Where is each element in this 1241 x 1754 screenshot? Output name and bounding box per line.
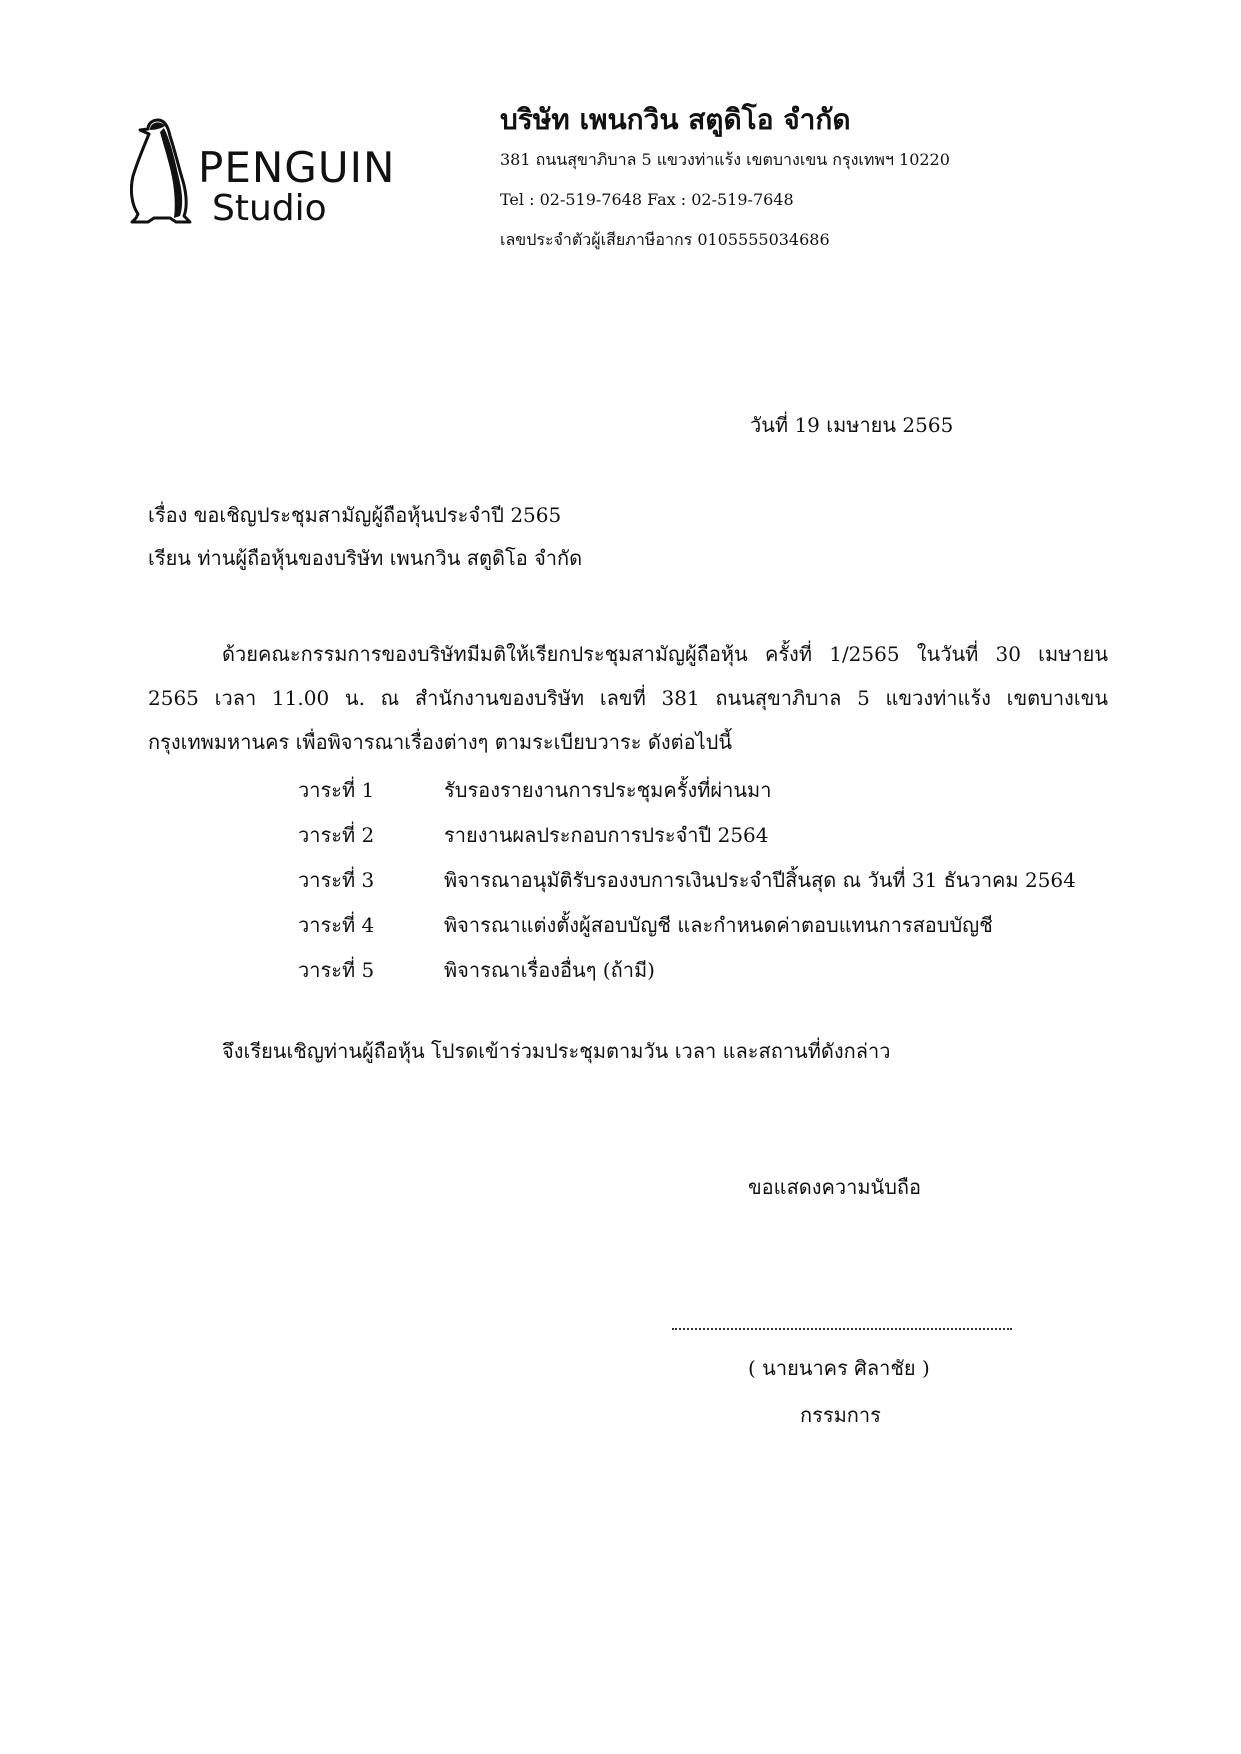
agenda-number: วาระที่ 1 (298, 777, 375, 802)
agenda-number: วาระที่ 5 (298, 957, 375, 982)
agenda-description: พิจารณาเรื่องอื่นๆ (ถ้ามี) (444, 957, 655, 982)
logo-word-studio: Studio (212, 188, 327, 229)
letter-recipient: เรียน ท่านผู้ถือหุ้นของบริษัท เพนกวิน สตูดิโอ จำกัด (148, 546, 583, 570)
letter-date: วันที่ 19 เมษายน 2565 (750, 413, 954, 437)
company-header (500, 100, 1200, 270)
agenda-number: วาระที่ 3 (298, 867, 375, 892)
agenda-number: วาระที่ 4 (298, 912, 375, 937)
agenda-item (298, 902, 1158, 947)
agenda-description: พิจารณาอนุมัติรับรองงบการเงินประจำปีสิ้นสุด ณ วันที่ 31 ธันวาคม 2564 (444, 867, 1076, 892)
company-address: 381 ถนนสุขาภิบาล 5 แขวงท่าแร้ง เขตบางเขน กรุงเทพฯ 10220 (500, 150, 950, 169)
agenda-description: รายงานผลประกอบการประจำปี 2564 (444, 822, 769, 847)
letter-subject: เรื่อง ขอเชิญประชุมสามัญผู้ถือหุ้นประจำปี 2565 (148, 503, 562, 527)
letter-regards: ขอแสดงความนับถือ (748, 1175, 922, 1199)
agenda-description: รับรองรายงานการประชุมครั้งที่ผ่านมา (444, 777, 772, 802)
letter-closing: จึงเรียนเชิญท่านผู้ถือหุ้น โปรดเข้าร่วมประชุมตามวัน เวลา และสถานที่ดังกล่าว (222, 1039, 891, 1063)
agenda-item (298, 857, 1158, 902)
company-name: บริษัท เพนกวิน สตูดิโอ จำกัด (500, 103, 851, 136)
signatory-title: กรรมการ (800, 1403, 881, 1427)
agenda-description: พิจารณาแต่งตั้งผู้สอบบัญชี และกำหนดค่าตอบแทนการสอบบัญชี (444, 912, 993, 937)
company-contact: Tel : 02-519-7648 Fax : 02-519-7648 (500, 190, 794, 209)
agenda-list (298, 767, 1158, 992)
agenda-number: วาระที่ 2 (298, 822, 375, 847)
penguin-icon (130, 118, 440, 240)
body-line: ด้วยคณะกรรมการของบริษัทมีมติให้เรียกประชุมสามัญผู้ถือหุ้น ครั้งที่ 1/2565 ในวันที่ 30 เมษายน (222, 642, 1108, 666)
company-tax-id: เลขประจำตัวผู้เสียภาษีอากร 0105555034686 (500, 230, 830, 249)
signature-line (672, 1318, 1012, 1330)
body-line: 2565 เวลา 11.00 น. ณ สำนักงานของบริษัท เลขที่ 381 ถนนสุขาภิบาล 5 แขวงท่าแร้ง เขตบางเขน (148, 686, 1108, 710)
agenda-item (298, 947, 1158, 992)
agenda-item (298, 767, 1158, 812)
letter-body (148, 632, 1108, 764)
body-line: กรุงเทพมหานคร เพื่อพิจารณาเรื่องต่างๆ ตามระเบียบวาระ ดังต่อไปนี้ (148, 730, 733, 754)
agenda-item (298, 812, 1158, 857)
signatory-name: ( นายนาคร ศิลาชัย ) (748, 1356, 930, 1380)
company-logo (130, 118, 440, 240)
logo-word-penguin: PENGUIN (198, 143, 396, 192)
